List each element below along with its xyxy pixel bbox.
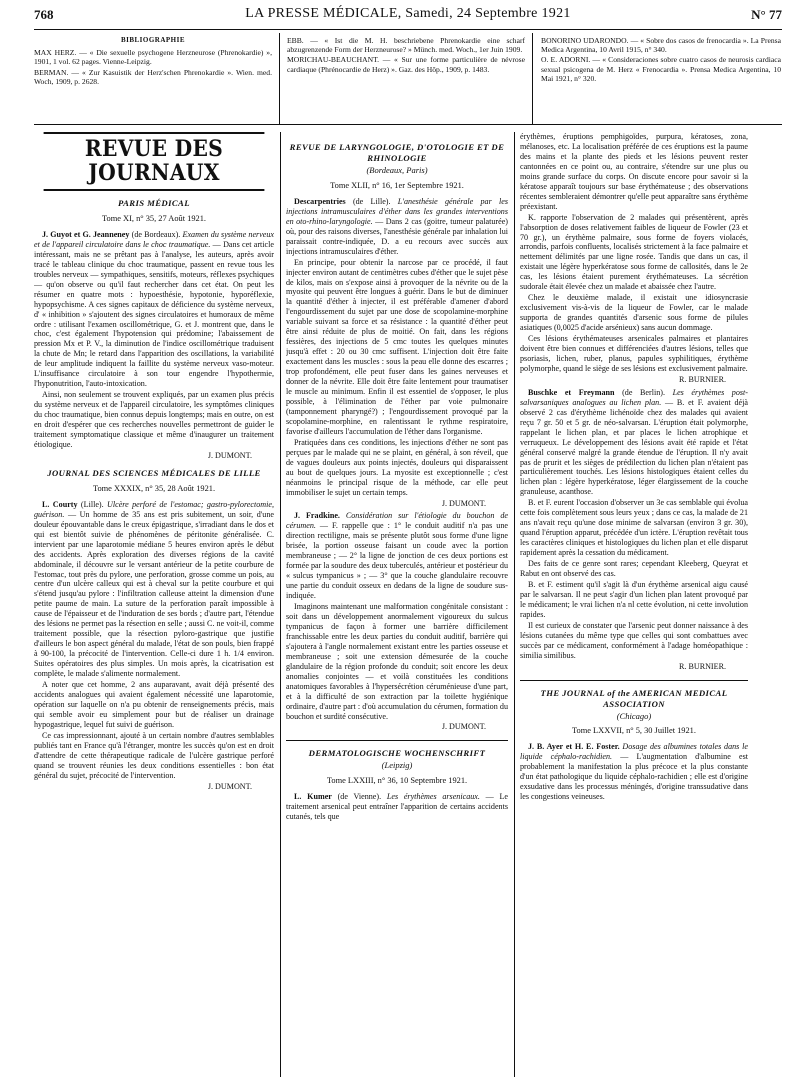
article-signature: J. DUMONT.: [207, 781, 252, 791]
bibliography-entry: MAX HERZ. — « Die sexuelle psychogene Herzneurose (Phrenokardie) », 1901, 1 vol. 62 pages. Vienne-Leipzig.: [34, 48, 272, 67]
section-rule: [520, 680, 748, 681]
article-text: — Le traitement arsenical peut entraîner l'apparition de certains accidents cutanés, tels que: [286, 792, 508, 822]
journal-city: (Bordeaux, Paris): [366, 165, 428, 175]
article-place: (de Berlin).: [614, 387, 673, 397]
article-authors: Descarpentries: [294, 196, 346, 206]
bibliography-band: [34, 33, 782, 125]
article-paragraph: [34, 230, 274, 389]
bibliography-entry: BERMAN. — « Zur Kasuistik der Herz'schen Phrenokardie ». Wien. med. Woch, 1909, p. 2628.: [34, 67, 272, 86]
article-title: Examen du système nerveux et de l'appareil circulatoire dans le choc traumatique.: [34, 229, 274, 249]
article-text: — Dans 2 cas (goitre, tumeur palaturée) où, pour des raisons diverses, l'anesthésie générale par inhalation lui paraissait contre-indiquée, D. a eu recours avec succès aux injections intramusculaires d'éther.: [286, 216, 508, 256]
section-rule: [286, 740, 508, 741]
article-title: Les érythèmes arsenicaux.: [386, 792, 480, 802]
article-place: (Lille).: [77, 499, 108, 509]
journal-issue: Tome XI, n° 35, 27 Août 1921.: [102, 214, 206, 223]
article-text: — Un homme de 35 ans est pris subitement, un soir, d'une douleur épouvantable dans le creux épigastrique, s'irradiant dans le dos et qui est bientôt suivie de phénomènes de péritonite généralisée. C. intervient par une laparotomie médiane 5 heures environ après le début des accidents. Après exploration des diverses régions de la cavité abdominale, il découvre sur le versant antérieur de la petite courbure de l'estomac, tout près du pylore, une perforation, grosse comme un pois, au centre d'un ulcère calleux qui est à cheval sur la petite courbure et qui s'étend jusqu'au pylore : l'infiltration calleuse atteint la dimension d'une petite paume de main. La suture de la perforation paraît impossible à cause de l'épaisseur et de l'induration de ses bords ; d'autre part, l'étendue des lésions ne permet pas la résection en selle ; aussi C. ne voit-il, comme traitement possible, que la résection pyloro-gastrique que justifie d'ailleurs le bon aspect général du malade, l'état de son pouls, bien frappé à 90-100, la précocité de l'intervention. Celle-ci dure 1 h. 1/4 environ. Suites opératoires des plus simples. Un mois après, la cicatrisation est complète, le malade s'alimente normalement.: [34, 509, 274, 679]
bibliography-entry: BONORINO UDARONDO. — « Sobre dos casos de frenocardia ». La Prensa Medica Argentina, 10 Avril 1915, n° 340.: [541, 36, 781, 55]
article-title: Dosage des albumines totales dans le liquide céphalo-rachidien.: [520, 742, 748, 762]
article-authors: L. Kumer: [294, 792, 332, 802]
page-number: 768: [34, 7, 54, 22]
text-column-1: [34, 132, 274, 1077]
bibliography-entry: O. E. ADORNI. — « Consideraciones sobre cuatro casos de neurosis cardiaca sexual psicogena de M. Herz « Frenocardia ». Prensa Medica Argentina, 10 Mai 1921, n° 320.: [541, 55, 781, 83]
journal-heading: JOURNAL DES SCIENCES MÉDICALES DE LILLE: [47, 467, 261, 478]
journal-heading: THE JOURNAL of the AMERICAN MEDICAL ASSOCIATION: [540, 687, 728, 709]
article-place: (de Vienne).: [331, 792, 387, 802]
bibliography-column-1: [34, 36, 272, 87]
article-signature: R. BURNIER.: [679, 374, 726, 384]
article-signature: J. DUMONT.: [441, 498, 486, 508]
journal-heading: REVUE DE LARYNGOLOGIE, D'OTOLOGIE ET DE RHINOLOGIE: [289, 142, 505, 163]
article-text: — L'augmentation d'albumine est probablement la manifestation la plus précoce et la plus constante d'un état pathologique du liquide céphalo-rachidien ; elle est d'origine exsudative dans les processus méningés, d'origine transsudative dans les congestions veineuses.: [520, 752, 748, 802]
article-paragraph: [286, 511, 508, 601]
journal-issue: Tome XLII, n° 16, 1er Septembre 1921.: [330, 180, 464, 190]
article-title: Considération sur l'étiologie du bouchon de cérumen.: [286, 511, 508, 531]
article-paragraph: En principe, pour obtenir la narcose par ce procédé, il faut injecter environ autant de centimètres cubes d'éther que le sujet pèse de kilos, mais on s'expose ainsi à provoquer de la névrite ou de la myosite qui peuvent être longues à guérir. Dans le but de diminuer la quantité d'éther à injecter, il est préférable d'amener d'abord l'engourdissement du sujet par une dose de scopolamine-morphine variable suivant sa force et sa résistance : la quantité d'éther peut être ainsi réduite de plus de moitié. On fait, dans les régions fessières, des injections de 5 cmc toutes les quelques minutes jusqu'à effet : 20 ou 30 cmc suffisent. L'injection doit être faite exactement dans les muscles : sous la peau elle donne des escarres ; trop profondément, elle peut fuser dans les gaines nerveuses et donner de la névrite. Elle doit être faite lentement pour traumatiser le muscle au minimum. Enfin il est essentiel de s'opposer, le plus possible, à l'élimination de l'éther par voie pulmonaire (tamponnement pharyngé?) ; l'engourdissement provoqué par la scopolamine-morphine, en ralentissant le rythme respiratoire, favorise d'ailleurs l'accumulation de l'éther dans l'organisme.: [286, 257, 508, 436]
article-text: — F. rappelle que : 1° le conduit auditif n'a pas une direction rectiligne, mais se présente plutôt sous forme d'une ligne brisée, la portion osseuse faisant un coude avec la portion membraneuse ; — 2° la ligne de jonction de ces deux portions est formée par la soudure des deux tuberculés, antérieur et postérieur du « sulcus tympanicus » ; — 3° que la couche glandulaire recouvre une partie du conduit osseux en dedans de la ligne de soudure sus-indiquée.: [286, 521, 508, 601]
article-text: — Dans cet article intéressant, mais ne se prêtant pas à l'analyse, les auteurs, après avoir tracé le tableau clinique du choc traumatique, passent en revue tous les troubles nerveux — sympathiques, sensitifs, moteurs, réflexes psychiques — qu'on observe ou qu'il faut rechercher dans cet état. On peut les résumer en quatre mots : hypoesthésie, hypotonie, hyporéflexie, hypopsychisme. A ces signes capitaux de déficience du système nerveux, d' « inhibition » s'ajoutent des signes circulatoires et humoraux de même ordre : utilisant l'examen oscillométrique, G. et J. montrent que, dans le choc, c'est également l'hypotension qui prédomine; l'abaissement de pression Mx et P. V., la diminution de l'indice oscillométrique traduisent la chute de Mn; le retard dans l'apparition des oscillations, la variabilité de leur amplitude indiquent la faillite du système nerveux vaso-moteur. L'insuffisance circulatoire à son tour engendre l'hypothermie, l'hyponutrition, l'auto-intoxication.: [34, 239, 274, 389]
article-signature: J. DUMONT.: [207, 450, 252, 460]
article-paragraph: Ce cas impressionnant, ajouté à un certain nombre d'autres semblables publiés tant en France qu'à l'étranger, montre les succès qu'on est en droit d'attendre de cette thérapeutique radicale de l'ulcère gastrique perforé quand se trouvent réunies les deux conditions essentielles : bon état général du sujet, précocité de l'intervention.: [34, 730, 274, 780]
running-header: [34, 6, 782, 30]
article-paragraph: [286, 792, 508, 822]
issue-number: N° 77: [751, 7, 782, 22]
article-paragraph: Des faits de ce genre sont rares; cependant Kleeberg, Queyrat et Rabut en ont observé des cas.: [520, 559, 748, 578]
article-paragraph: érythèmes, éruptions pemphigoïdes, purpura, kératoses, zona, mélanoses, etc. La localisation préférée de ces éruptions est la paume des mains et la plante des pieds et les lésions peuvent rester cantonnées en ce point ou, au contraire, s'étendre sur une plus ou moins grande surface du corps. On discute encore pour savoir si la kératose apparaît toujours sur base érythémateuse ; des observations récentes sembleraient démontrer qu'elle peut apparaître sans érythème préexistant.: [520, 132, 748, 211]
journal-issue: Tome LXXVII, n° 5, 30 Juillet 1921.: [572, 726, 696, 736]
article-paragraph: [520, 388, 748, 497]
journal-heading: DERMATOLOGISCHE WOCHENSCHRIFT: [308, 748, 486, 759]
text-column-2: [286, 132, 508, 1077]
article-authors: J. Guyot et G. Jeanneney: [42, 229, 130, 239]
article-paragraph: B. et F. eurent l'occasion d'observer un 3e cas semblable qui évolua cette fois complètement sous leurs yeux ; dans ce cas, la malade de 21 ans n'avait reçu qu'une dose minime de salvarsan (environ 3 gr. 30), quand l'éruption apparut, précédée d'un ictère. L'éruption revêtait tous les caractères cliniques et histologiques du lichen plan et elle disparut rapidement après la cessation du médicament.: [520, 498, 748, 558]
section-banner: REVUE DES JOURNAUX: [44, 132, 265, 191]
column-divider: [280, 132, 281, 1077]
journal-city: (Chicago): [616, 710, 652, 721]
bibliography-entry: EBB. — « Ist die M. H. beschriebene Phrenokardie eine scharf abzugrenzende Form der Herzneurose? » Münch. med. Woch., 1er Juin 1909.: [287, 36, 525, 55]
article-paragraph: Chez le deuxième malade, il existait une idiosyncrasie exclusivement vis-à-vis de la liqueur de Fowler, car le malade supporta de grandes quantités d'arsenic sous forme de pilules asiatiques (0,0025 d'acide arsénieux) sans aucun dommage.: [520, 293, 748, 333]
article-authors: J. B. Ayer et H. E. Foster.: [528, 742, 620, 752]
journal-title: LA PRESSE MÉDICALE, Samedi, 24 Septembre 1921: [245, 6, 571, 21]
article-title: Les érythèmes post-salvarsaniques analogues au lichen plan.: [520, 387, 748, 407]
article-place: (de Bordeaux).: [129, 229, 183, 239]
article-paragraph: [286, 197, 508, 257]
column-divider: [279, 33, 280, 124]
article-paragraph: [34, 500, 274, 679]
article-authors: J. Fradkine.: [294, 511, 340, 521]
article-authors: Buschke et Freymann: [528, 387, 615, 397]
article-paragraph: Imaginons maintenant une malformation congénitale consistant : soit dans un développement anormalement vigoureux du sulcus tympanicus de façon à former une barrière difficilement franchissable entre les deux parties du conduit auditif, barrière qui s'ajoutera à l'angle normalement existant entre les parties osseuse et membraneuse ; soit une extension démesurée de la couche glandulaire de la région profonde du conduit; soit encore les deux anomalies conjointes — et voilà constituées les conditions anatomiques favorables à l'hypersécrétion céruménieuse d'une part, et à la difficulté de son extraction par la toilette hygiénique ordinaire, d'autre part : d'où accumulation du cérumen, formation du bouchon et surdité consécutive.: [286, 602, 508, 721]
bibliography-column-3: [541, 36, 781, 84]
article-paragraph: Pratiquées dans ces conditions, les injections d'éther ne sont pas perçues par le malade qui ne se plaint, en général, à son réveil, que de vagues douleurs aux points injectés, douleurs qui disparaissent au bout de quelques jours. La myosite est exceptionnelle ; c'est néanmoins le principal risque de la méthode, car elle peut immobiliser le sujet un certain temps.: [286, 437, 508, 497]
bibliography-entry: MORICHAU-BEAUCHANT. — « Sur une forme particulière de névrose cardiaque (Phrénocardie de Herz) ». Gaz. des Hôp., 1909, p. 1483.: [287, 55, 525, 74]
bibliography-column-2: [287, 36, 525, 75]
article-title: Ulcère perforé de l'estomac; gastro-pylorectomie, guérison.: [34, 499, 274, 519]
journal-issue: Tome XXXIX, n° 35, 28 Août 1921.: [92, 483, 216, 493]
article-authors: L. Courty: [42, 499, 78, 509]
article-paragraph: [520, 742, 748, 802]
article-place: (de Lille).: [345, 196, 398, 206]
journal-city: (Leipzig): [381, 760, 413, 771]
article-text: — B. et F. avaient déjà observé 2 cas d'érythème lichénoïde chez des malades qui avaient reçu 7 gr. 50 et 5 gr. de néo-salvarsan. L'éruption était polymorphe, rappelant le lichen plan, et par places le lichen atrophique et verruqueux. Le développement des lésions avait été rapide et l'état général conservé malgré la grande étendue de l'éruption. Il n'y avait pas de prurit et les sièges de prédilection du lichen plan n'étaient pas particulièrement touchés. Les lésions histologiques étaient celles du lichen plan : légère hyperkératose, léger élargissement de la couche granuleuse, acanthose.: [520, 397, 748, 497]
journal-issue: Tome LXXIII, n° 36, 10 Septembre 1921.: [326, 776, 468, 786]
article-paragraph: B. et F. estiment qu'il s'agit là d'un érythème arsenical aigu causé par le salvarsan. Il ne peut s'agir d'un lichen plan latent provoqué par le médicament; le vrai lichen n'a nl cette évolution, ni cette involution rapides.: [520, 579, 748, 619]
bibliography-heading: BIBLIOGRAPHIE: [120, 36, 186, 44]
article-paragraph: A noter que cet homme, 2 ans auparavant, avait déjà présenté des accidents analogues qui avaient également nécessité une laparotomie, opération sur laquelle on n'a pu obtenir de renseignements précis, mais qui semble avoir eu simplement pour but de réaliser un drainage hypogastrique, lequel fut suivi de guérison.: [34, 679, 274, 729]
article-paragraph: Ainsi, non seulement se trouvent expliqués, par un examen plus précis du système nerveux et de l'appareil circulatoire, les symptômes cliniques du choc traumatique, bien connus depuis longtemps; mais en outre, on est en droit d'espérer que ces recherches nouvelles permettront de guider le traitement symptomatique classique et même d'inaugurer un traitement étiologique.: [34, 390, 274, 449]
article-paragraph: K. rapporte l'observation de 2 malades qui présentèrent, après l'absorption de doses relativement faibles de liqueur de Fowler (23 et 70 gr.), un érythème palmaire, sous forme de foyers violacés, arrondis, parfois confluents, localisés strictement à la face palmaire et nettement délimités par une ligne rosée. Tandis que dans un cas, il existait une légère hyperkératose sous forme de callosités, dans le 2e cas, les lésions étaient purement érythémateuses. La sécrétion sudorale était élevée chez un malade et abaissée chez l'autre.: [520, 212, 748, 292]
column-divider: [514, 132, 515, 1077]
text-column-3: [520, 132, 748, 1077]
article-signature: J. DUMONT.: [441, 722, 486, 732]
article-title: L'anesthésie générale par les injections intramusculaires d'éther dans les grandes interventions en oto-rhino-laryngologie.: [286, 196, 508, 226]
article-paragraph: Ces lésions érythémateuses arsenicales palmaires et plantaires doivent être bien connues et différenciées d'autres lésions, telles que psoriasis, lichen, ruber, planus, papules syphilitiques, érythème polymorphe, quand le siège de ses lésions est exclusivement palmaire.: [520, 334, 748, 373]
column-divider: [532, 33, 533, 124]
article-signature: R. BURNIER.: [679, 661, 726, 671]
article-paragraph: Il est curieux de constater que l'arsenic peut donner naissance à des lésions cutanées du même type que celles qui sont combattues avec succès par ce médicament, conformément à l'adage homéopathique : similia similibus.: [520, 620, 748, 660]
journal-heading: PARIS MÉDICAL: [118, 198, 190, 208]
